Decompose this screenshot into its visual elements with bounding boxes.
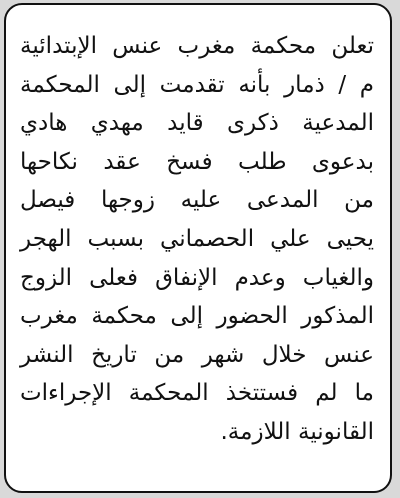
notice-line-11: القانونية اللازمة. [220,418,374,445]
notice-line-6: يحيى علي الحصماني بسبب الهجر [20,225,374,252]
notice-line-4: بدعوى طلب فسخ عقد نكاحها [20,148,374,175]
notice-line-9: عنس خلال شهر من تاريخ النشر [20,341,374,368]
notice-line-5: من المدعى عليه زوجها فيصل [20,187,374,214]
notice-line-10: ما لم فستتخذ المحكمة الإجراءات [20,380,374,407]
notice-line-7: والغياب وعدم الإنفاق فعلى الزوج [20,264,374,291]
notice-line-2: م / ذمار بأنه تقدمت إلى المحكمة [20,71,374,98]
notice-card [4,3,392,493]
notice-text [20,27,374,452]
notice-line-3: المدعية ذكرى قايد مهدي هادي [20,110,374,137]
notice-line-8: المذكور الحضور إلى محكمة مغرب [20,303,374,330]
notice-line-1: تعلن محكمة مغرب عنس الإبتدائية [20,33,374,59]
